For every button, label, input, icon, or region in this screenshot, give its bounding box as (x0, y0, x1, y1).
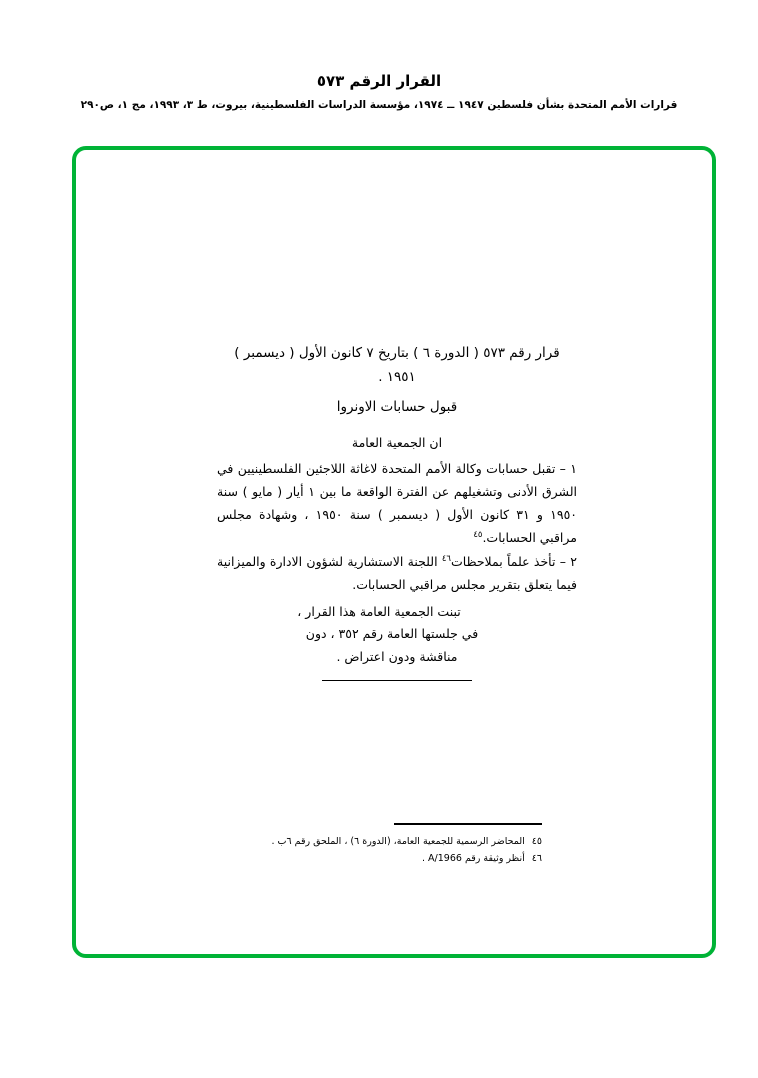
footnote-text: المحاضر الرسمية للجمعية العامة، (الدورة ٦) ، الملحق رقم ٦ب . (271, 835, 525, 847)
closing-line-2: في جلستها العامة رقم ٣٥٢ ، دون (305, 626, 479, 642)
resolution-subtitle: قبول حسابات الاونروا (336, 399, 458, 416)
footnote-number: ٤٦ (531, 853, 542, 865)
paragraph-1-text: ١ – تقبل حسابات وكالة الأمم المتحدة لاغاثة اللاجئين الفلسطينيين في الشرق الأدنى وتشغيلهم عن الفترة الواقعة ما بين ١ أيار ( مايو ) سنة ١٩٥٠ و ٣١ كانون الأول ( ديسمبر ) سنة ١٩٥٠ ، وشهادة مجلس مراقبي الحسابات. (217, 461, 578, 545)
resolution-lead: ان الجمعية العامة (351, 435, 443, 451)
footnotes-section (212, 823, 542, 868)
resolution-body (217, 342, 577, 681)
footnote-item (212, 850, 542, 868)
resolution-heading-line-2: ١٩٥١ . (378, 368, 416, 385)
closing-line-3: مناقشة ودون اعتراض . (336, 648, 458, 664)
footnote-item (212, 833, 542, 851)
footnote-number: ٤٥ (531, 835, 542, 847)
resolution-paragraph-2 (217, 551, 577, 597)
resolution-heading (217, 342, 577, 389)
content-frame (72, 146, 716, 958)
footnote-divider (394, 823, 542, 825)
page-title: القرار الرقم ٥٧٣ (316, 72, 442, 90)
paragraph-2-text-part-1: ٢ – تأخذ علماً بملاحظات (451, 554, 577, 570)
paragraph-2-footnote-ref: ٤٦ (441, 554, 451, 565)
resolution-paragraph-1 (217, 458, 577, 549)
paragraph-1-footnote-ref: ٤٥ (473, 529, 483, 540)
source-citation: قرارات الأمم المتحدة بشأن فلسطين ١٩٤٧ ــ ١٩٧٤، مؤسسة الدراسات الفلسطينية، بيروت، ط ٣، ١٩٩٣، مج ١، ص٢٩٠ (80, 99, 678, 111)
footnote-text: أنظر وثيقة رقم A/1966 . (421, 853, 525, 865)
closing-line-1: تبنت الجمعية العامة هذا القرار ، (297, 603, 461, 619)
resolution-closing (217, 601, 577, 669)
resolution-heading-line-1: قرار رقم ٥٧٣ ( الدورة ٦ ) بتاريخ ٧ كانون الأول ( ديسمبر ) (234, 345, 560, 361)
closing-divider (322, 680, 472, 681)
paragraph-2-text-part-2: اللجنة الاستشارية لشؤون الادارة والميزانية فيما يتعلق بتقرير مجلس مراقبي الحسابات. (217, 554, 577, 592)
content-frame-inner (76, 150, 712, 954)
document-header (0, 72, 758, 111)
